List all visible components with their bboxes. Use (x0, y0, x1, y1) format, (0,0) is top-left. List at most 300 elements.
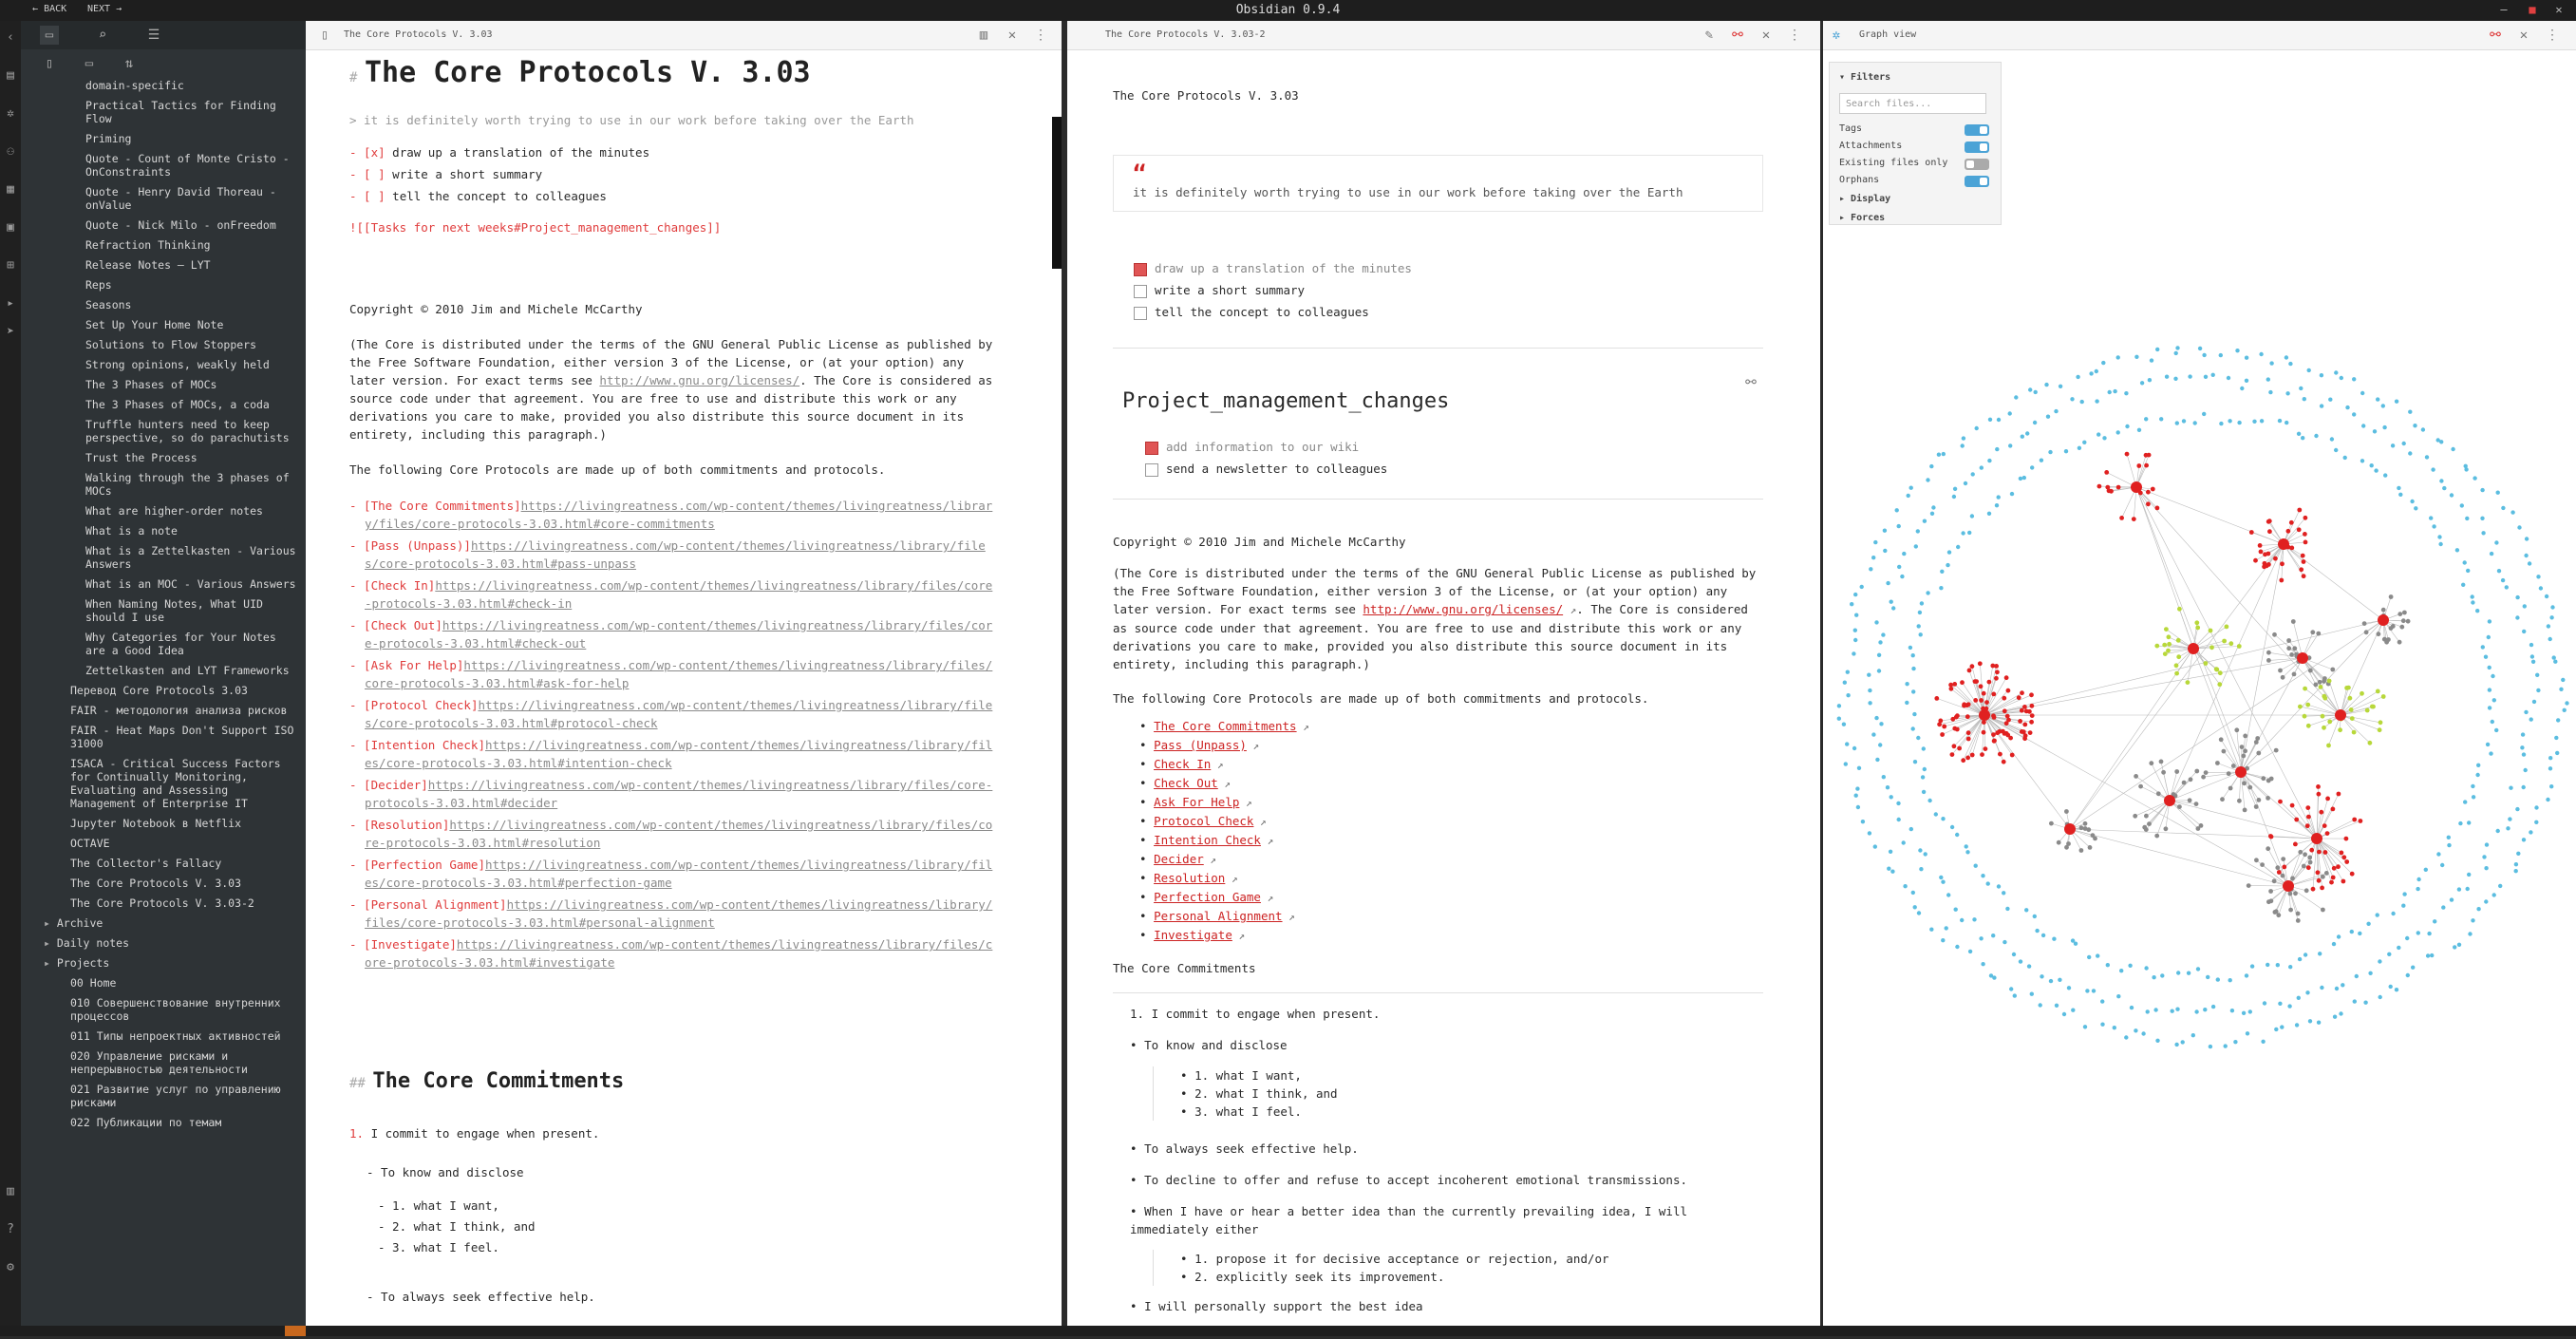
graph-node[interactable] (2159, 760, 2164, 764)
graph-node[interactable] (2488, 688, 2491, 691)
graph-node[interactable] (2455, 548, 2459, 552)
graph-node[interactable] (2209, 629, 2213, 633)
graph-node[interactable] (2331, 807, 2336, 812)
publish-icon[interactable]: ➤ (3, 325, 18, 340)
graph-node[interactable] (2371, 705, 2376, 709)
graph-node[interactable] (2177, 804, 2182, 809)
file-item[interactable]: FAIR - Heat Maps Don't Support ISO 31000 (21, 721, 306, 754)
graph-node[interactable] (1991, 934, 1995, 937)
graph-node[interactable] (1926, 591, 1929, 594)
graph-node[interactable] (2285, 421, 2288, 424)
graph-node[interactable] (2266, 963, 2269, 967)
graph-node[interactable] (2260, 419, 2264, 423)
graph-node[interactable] (2058, 978, 2061, 982)
graph-node[interactable] (2289, 546, 2294, 551)
graph-node[interactable] (2298, 957, 2302, 961)
graph-node[interactable] (2067, 986, 2071, 990)
graph-node[interactable] (1981, 962, 1984, 966)
graph-node[interactable] (2553, 660, 2557, 664)
graph-node[interactable] (2064, 809, 2069, 814)
link-url[interactable]: https://livingreatness.com/wp-content/themes/livingreatness/library/files/core-protocols-3.03.html#perfection-game (365, 858, 992, 890)
external-link[interactable]: Resolution (1154, 871, 1225, 885)
graph-node[interactable] (2245, 356, 2248, 360)
graph-node[interactable] (2071, 1009, 2075, 1012)
graph-node[interactable] (2321, 908, 2325, 913)
graph-node[interactable] (2318, 952, 2322, 955)
graph-node[interactable] (2173, 377, 2177, 381)
graph-node[interactable] (1997, 495, 2001, 499)
file-item[interactable]: 022 Публикации по темам (21, 1113, 306, 1133)
graph-node[interactable] (2317, 878, 2322, 883)
file-item[interactable]: Priming (21, 129, 306, 149)
graph-node[interactable] (2286, 646, 2291, 651)
graph-node[interactable] (2303, 952, 2307, 956)
collapse-icon[interactable]: ‹ (3, 30, 18, 46)
graph-node[interactable] (2288, 892, 2293, 896)
file-item[interactable]: The Core Protocols V. 3.03 (21, 874, 306, 894)
graph-node[interactable] (2484, 866, 2488, 870)
graph-node[interactable] (2101, 361, 2105, 365)
graph-node[interactable] (2154, 644, 2159, 649)
graph-node[interactable] (2467, 873, 2471, 877)
file-item[interactable]: Zettelkasten and LYT Frameworks (21, 661, 306, 681)
graph-node[interactable] (2182, 781, 2187, 785)
graph-node[interactable] (1852, 746, 1856, 750)
graph-node[interactable] (2108, 390, 2112, 394)
graph-node[interactable] (1930, 512, 1934, 516)
graph-node[interactable] (2097, 484, 2102, 489)
graph-node[interactable] (2294, 818, 2299, 822)
graph-node[interactable] (2033, 421, 2037, 424)
link-label[interactable]: Decider (371, 778, 422, 792)
graph-node[interactable] (2359, 819, 2363, 823)
graph-node[interactable] (2322, 696, 2327, 701)
graph-node[interactable] (2119, 516, 2124, 520)
graph-node[interactable] (2317, 792, 2322, 797)
graph-node[interactable] (2260, 862, 2265, 867)
graph-node[interactable] (2328, 398, 2332, 402)
graph-node[interactable] (2285, 391, 2289, 395)
graph-node[interactable] (2529, 717, 2533, 721)
graph-node[interactable] (1854, 794, 1858, 798)
graph-node[interactable] (2522, 752, 2526, 756)
graph-node[interactable] (2116, 355, 2120, 359)
graph-node[interactable] (2003, 708, 2007, 713)
graph-node[interactable] (1950, 752, 1955, 757)
graph-node[interactable] (2302, 574, 2306, 578)
graph-node[interactable] (2269, 777, 2274, 782)
graph-node[interactable] (2426, 953, 2430, 957)
graph-node[interactable] (2285, 355, 2288, 359)
graph-node[interactable] (2509, 786, 2512, 790)
graph-node[interactable] (2194, 769, 2199, 774)
graph-node[interactable] (2079, 848, 2084, 853)
link-url[interactable]: https://livingreatness.com/wp-content/themes/livingreatness/library/files/core-protocols-3.03.html#intention-check (365, 738, 992, 770)
link-label[interactable]: Protocol Check (371, 698, 471, 712)
graph-node[interactable] (2297, 527, 2302, 532)
graph-node[interactable] (2548, 766, 2552, 770)
graph-node[interactable] (2008, 443, 2012, 447)
graph-node[interactable] (1980, 752, 1984, 757)
file-item[interactable]: The 3 Phases of MOCs (21, 375, 306, 395)
graph-node[interactable] (1883, 549, 1887, 553)
graph-node[interactable] (2473, 476, 2476, 480)
graph-node[interactable] (2046, 415, 2050, 419)
graph-node[interactable] (1877, 653, 1881, 657)
graph-node[interactable] (1965, 756, 1970, 761)
backlinks-icon[interactable]: ⚇ (3, 144, 18, 160)
graph-node[interactable] (2305, 990, 2309, 994)
preview-toggle-icon[interactable]: ▥ (976, 28, 991, 43)
graph-node[interactable] (2276, 913, 2281, 917)
graph-node[interactable] (2288, 965, 2292, 969)
graph-node[interactable] (1970, 753, 1975, 758)
graph-node[interactable] (2491, 720, 2494, 724)
link-icon[interactable]: ⚯ (2488, 28, 2503, 43)
file-item[interactable]: 010 Совершенствование внутренних процессов (21, 993, 306, 1027)
graph-node[interactable] (2283, 880, 2294, 892)
graph-node[interactable] (2488, 666, 2491, 670)
graph-node[interactable] (2381, 608, 2386, 613)
graph-node[interactable] (2095, 369, 2098, 373)
link-label[interactable]: Investigate (371, 937, 450, 952)
graph-node[interactable] (1846, 693, 1850, 697)
vault-icon[interactable]: ▥ (3, 1184, 18, 1199)
graph-node[interactable] (2402, 892, 2406, 896)
graph-node[interactable] (1970, 664, 1975, 669)
file-item[interactable]: What are higher-order notes (21, 501, 306, 521)
graph-node[interactable] (2266, 552, 2271, 556)
graph-node[interactable] (2235, 349, 2239, 352)
graph-node[interactable] (2458, 821, 2462, 825)
graph-node[interactable] (1878, 743, 1882, 746)
graph-node[interactable] (2257, 798, 2262, 802)
graph-node[interactable] (1941, 938, 1945, 942)
graph-node[interactable] (1868, 831, 1871, 835)
graph-node[interactable] (2523, 604, 2527, 608)
graph-node[interactable] (2311, 887, 2316, 892)
graph-node[interactable] (2217, 682, 2222, 687)
graph-node[interactable] (2194, 802, 2199, 806)
file-item[interactable]: Перевод Core Protocols 3.03 (21, 681, 306, 701)
external-link[interactable]: Personal Alignment (1154, 909, 1282, 923)
graph-node[interactable] (1995, 503, 1999, 507)
graph-node[interactable] (2100, 1023, 2104, 1027)
graph-node[interactable] (2520, 745, 2524, 749)
graph-node[interactable] (2549, 784, 2553, 788)
graph-icon[interactable]: ✲ (3, 106, 18, 122)
graph-node[interactable] (2261, 776, 2266, 781)
graph-node[interactable] (2327, 720, 2332, 725)
graph-node[interactable] (1929, 928, 1933, 932)
graph-node[interactable] (2401, 904, 2405, 908)
file-item[interactable]: FAIR - методология анализа рисков (21, 701, 306, 721)
graph-node[interactable] (2245, 379, 2248, 383)
graph-node[interactable] (1979, 709, 1990, 721)
graph-node[interactable] (2548, 637, 2552, 641)
link-icon[interactable]: ⚯ (1730, 28, 1745, 43)
task-marker[interactable]: - [ ] (349, 189, 385, 203)
graph-node[interactable] (2492, 893, 2496, 896)
graph-node[interactable] (2292, 646, 2297, 651)
graph-node[interactable] (2087, 955, 2091, 959)
graph-node[interactable] (2522, 785, 2526, 789)
graph-node[interactable] (1917, 624, 1921, 628)
graph-node[interactable] (2471, 600, 2474, 604)
graph-node[interactable] (2341, 879, 2346, 884)
graph-node[interactable] (1991, 732, 1996, 737)
graph-node[interactable] (2080, 400, 2084, 404)
graph-node[interactable] (2144, 463, 2149, 468)
graph-node[interactable] (2289, 652, 2294, 657)
graph-node[interactable] (2134, 355, 2138, 359)
graph-node[interactable] (2261, 1040, 2265, 1044)
graph-node[interactable] (2450, 493, 2454, 497)
graph-node[interactable] (2237, 799, 2242, 803)
graph-node[interactable] (2377, 632, 2381, 636)
graph-node[interactable] (1911, 689, 1915, 693)
graph-node[interactable] (1896, 802, 1900, 805)
graph-node[interactable] (2089, 371, 2093, 375)
graph-node[interactable] (2154, 834, 2159, 839)
graph-node[interactable] (2303, 852, 2307, 857)
graph-node[interactable] (1852, 651, 1855, 655)
file-item[interactable]: 00 Home (21, 973, 306, 993)
graph-node[interactable] (2193, 421, 2197, 424)
graph-node[interactable] (1874, 716, 1878, 720)
graph-node[interactable] (2429, 516, 2433, 519)
graph-node[interactable] (2107, 488, 2112, 493)
graph-canvas[interactable] (1823, 50, 2576, 1336)
graph-node[interactable] (1846, 670, 1850, 674)
graph-node[interactable] (2198, 347, 2202, 350)
graph-node[interactable] (2522, 838, 2526, 841)
graph-node[interactable] (2399, 625, 2404, 630)
graph-node[interactable] (2116, 430, 2120, 434)
file-item[interactable]: Practical Tactics for Finding Flow (21, 96, 306, 129)
graph-node[interactable] (2457, 887, 2461, 891)
file-item[interactable]: 020 Управление рисками и непрерывностью деятельности (21, 1047, 306, 1080)
graph-node[interactable] (1965, 703, 1969, 707)
graph-node[interactable] (2211, 1005, 2215, 1009)
graph-node[interactable] (2298, 705, 2303, 709)
graph-node[interactable] (2293, 891, 2298, 896)
graph-node[interactable] (2273, 556, 2278, 561)
graph-node[interactable] (2070, 397, 2074, 401)
graph-node[interactable] (2044, 383, 2048, 387)
graph-node[interactable] (1961, 531, 1965, 535)
graph-node[interactable] (2524, 768, 2528, 772)
graph-node[interactable] (2340, 376, 2343, 380)
file-item[interactable]: Reps (21, 275, 306, 295)
graph-node[interactable] (2130, 1006, 2134, 1009)
folder-item[interactable]: ▸ Projects (21, 953, 306, 973)
graph-node[interactable] (2035, 929, 2039, 933)
external-link[interactable]: Check Out (1154, 776, 1218, 790)
graph-node[interactable] (2152, 975, 2155, 979)
graph-node[interactable] (2515, 615, 2519, 619)
graph-node[interactable] (2085, 989, 2089, 992)
graph-node[interactable] (2438, 542, 2442, 546)
graph-node[interactable] (1912, 712, 1916, 716)
graph-node[interactable] (2532, 700, 2536, 704)
graph-node[interactable] (2307, 856, 2312, 860)
graph-node[interactable] (1850, 602, 1853, 606)
graph-node[interactable] (2116, 994, 2120, 998)
graph-node[interactable] (2215, 761, 2220, 765)
graph-node[interactable] (2349, 707, 2354, 712)
graph-node[interactable] (2134, 1028, 2137, 1032)
graph-node[interactable] (1989, 973, 1993, 977)
graph-node[interactable] (2406, 619, 2411, 624)
graph-node[interactable] (2531, 660, 2535, 664)
graph-node[interactable] (2292, 672, 2297, 677)
graph-node[interactable] (2259, 352, 2263, 356)
graph-node[interactable] (1871, 732, 1875, 736)
graph-node[interactable] (2441, 905, 2445, 909)
graph-node[interactable] (2320, 373, 2323, 377)
graph-node[interactable] (1873, 844, 1877, 848)
graph-node[interactable] (2327, 679, 2332, 684)
graph-node[interactable] (2144, 417, 2148, 421)
graph-node[interactable] (2162, 643, 2167, 648)
graph-node[interactable] (2319, 685, 2323, 689)
graph-node[interactable] (1955, 833, 1959, 837)
graph-node[interactable] (2376, 689, 2380, 694)
graph-node[interactable] (2144, 453, 2149, 458)
graph-node[interactable] (1954, 715, 1959, 720)
file-item[interactable]: When Naming Notes, What UID should I use (21, 594, 306, 628)
graph-node[interactable] (2008, 411, 2012, 415)
graph-node[interactable] (2034, 390, 2038, 394)
graph-node[interactable] (2144, 966, 2148, 970)
graph-node[interactable] (2006, 718, 2011, 723)
graph-node[interactable] (1947, 550, 1951, 554)
link-label[interactable]: Pass (Unpass) (371, 538, 464, 553)
graph-node[interactable] (2536, 575, 2540, 578)
graph-node[interactable] (2141, 1031, 2145, 1035)
minimize-icon[interactable]: – (2497, 3, 2510, 16)
graph-node[interactable] (2322, 726, 2326, 730)
graph-node[interactable] (2476, 764, 2480, 767)
graph-node[interactable] (1962, 436, 1965, 440)
graph-node[interactable] (1917, 911, 1921, 915)
graph-node[interactable] (2202, 353, 2206, 357)
graph-node[interactable] (2219, 422, 2223, 425)
graph-node[interactable] (1952, 682, 1957, 687)
graph-node[interactable] (2494, 540, 2498, 544)
graph-node[interactable] (2447, 836, 2451, 839)
more-options-icon[interactable]: ⋮ (2545, 28, 2560, 43)
graph-node[interactable] (1909, 486, 1913, 490)
graph-node[interactable] (2352, 730, 2357, 735)
graph-node[interactable] (2235, 766, 2247, 778)
graph-node[interactable] (1844, 762, 1848, 765)
graph-node[interactable] (2155, 348, 2159, 351)
graph-node[interactable] (2009, 987, 2013, 990)
graph-node[interactable] (2516, 852, 2520, 856)
graph-node[interactable] (1931, 505, 1935, 509)
graph-node[interactable] (2125, 452, 2130, 457)
graph-node[interactable] (2453, 945, 2456, 949)
graph-node[interactable] (2464, 467, 2468, 471)
graph-node[interactable] (2297, 652, 2308, 664)
graph-node[interactable] (1856, 805, 1860, 809)
graph-node[interactable] (2187, 971, 2191, 975)
graph-node[interactable] (1955, 727, 1960, 732)
graph-node[interactable] (1946, 893, 1950, 896)
graph-node[interactable] (2290, 803, 2295, 808)
link-url[interactable]: https://livingreatness.com/wp-content/themes/livingreatness/library/files/core-protocols-3.03.html#investigate (365, 937, 992, 970)
graph-node[interactable] (2291, 619, 2296, 624)
graph-node[interactable] (1986, 881, 1990, 885)
file-item[interactable]: What is a note (21, 521, 306, 541)
graph-node[interactable] (2240, 745, 2245, 749)
graph-node[interactable] (2433, 919, 2436, 923)
graph-node[interactable] (2515, 595, 2519, 599)
file-item[interactable]: Jupyter Notebook в Netflix (21, 814, 306, 834)
graph-node[interactable] (2177, 607, 2182, 612)
link-label[interactable]: Intention Check (371, 738, 479, 752)
external-link[interactable]: Ask For Help (1154, 795, 1239, 809)
graph-node[interactable] (2484, 655, 2488, 659)
graph-node[interactable] (2431, 467, 2435, 471)
graph-node[interactable] (2425, 455, 2429, 459)
graph-node[interactable] (1961, 443, 1965, 447)
markdown-import-icon[interactable]: ⊞ (3, 258, 18, 273)
graph-node[interactable] (2078, 446, 2081, 450)
graph-node[interactable] (1934, 812, 1938, 816)
graph-node[interactable] (2344, 837, 2349, 841)
graph-node[interactable] (2308, 860, 2313, 865)
graph-node[interactable] (1937, 453, 1941, 457)
graph-node[interactable] (2128, 964, 2132, 968)
graph-node[interactable] (2355, 974, 2359, 978)
graph-node[interactable] (2142, 825, 2147, 830)
graph-node[interactable] (2485, 842, 2489, 846)
graph-node[interactable] (2295, 1023, 2299, 1027)
search-tab-icon[interactable]: ⌕ (93, 26, 112, 45)
graph-node[interactable] (1979, 684, 1984, 688)
graph-node[interactable] (2471, 784, 2474, 788)
graph-node[interactable] (2228, 786, 2233, 791)
graph-node[interactable] (2052, 937, 2056, 941)
graph-node[interactable] (1911, 653, 1915, 657)
graph-node[interactable] (2254, 804, 2259, 809)
file-item[interactable]: Refraction Thinking (21, 236, 306, 255)
graph-content[interactable] (1823, 50, 2576, 1336)
graph-node[interactable] (2176, 971, 2180, 974)
graph-node[interactable] (2227, 771, 2231, 776)
graph-node[interactable] (2329, 880, 2334, 885)
graph-node[interactable] (2278, 1002, 2282, 1006)
close-pane-icon[interactable]: ✕ (1758, 28, 1774, 43)
graph-node[interactable] (2365, 708, 2370, 713)
graph-node[interactable] (1934, 696, 1939, 701)
graph-node[interactable] (2204, 661, 2209, 666)
graph-node[interactable] (2352, 818, 2357, 822)
graph-node[interactable] (2506, 826, 2510, 830)
daily-note-icon[interactable]: ▦ (3, 182, 18, 198)
starred-tab-icon[interactable]: ☰ (144, 26, 163, 45)
graph-node[interactable] (2376, 913, 2379, 916)
graph-node[interactable] (1845, 742, 1849, 745)
graph-node[interactable] (1981, 874, 1984, 877)
graph-node[interactable] (2116, 485, 2121, 490)
graph-node[interactable] (2475, 773, 2479, 777)
graph-node[interactable] (2471, 594, 2474, 598)
graph-node[interactable] (2132, 517, 2136, 521)
